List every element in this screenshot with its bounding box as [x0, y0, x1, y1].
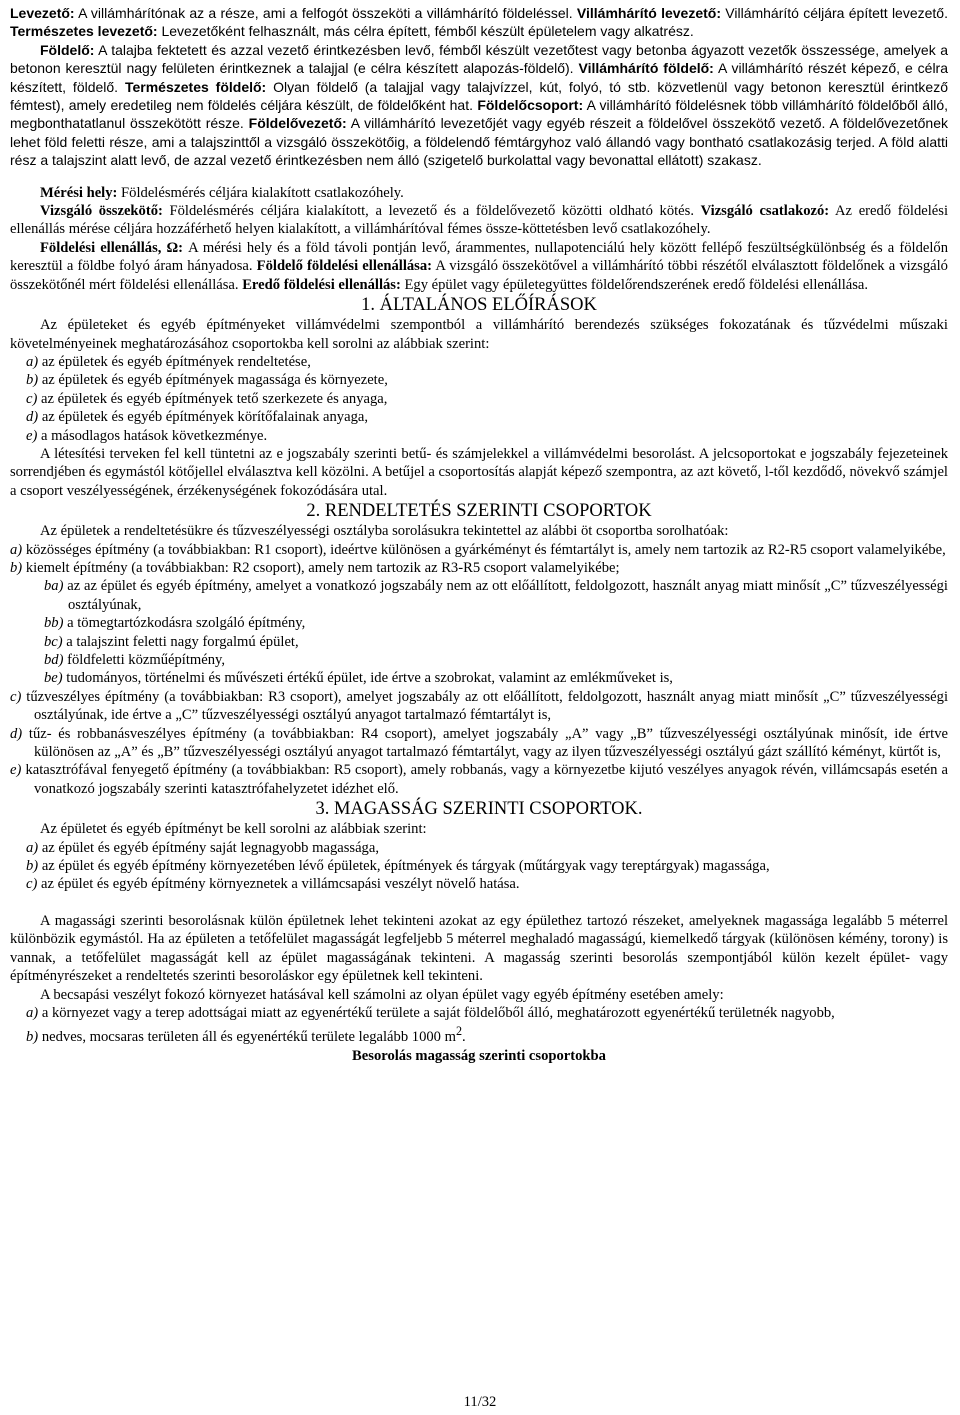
- term: Természetes földelő:: [124, 78, 267, 95]
- list-item: b) az épület és egyéb építmény környezetében lévő épületek, építmények és tárgyak (műtárgyak vagy tereptárgyak) magassága,: [26, 858, 770, 875]
- list-item: e) a másodlagos hatások következménye.: [26, 427, 268, 444]
- term: Villámhárító levezető:: [576, 5, 721, 21]
- term: Vizsgáló összekötő:: [40, 203, 163, 220]
- list-item: a) a környezet vagy a terep adottságai miatt az egyenértékű területe a saját földelőből álló, meghatározott egyenértékű területnék nagyobb,: [26, 1004, 835, 1021]
- list-item: bb) a tömegtartózkodásra szolgáló építmény,: [44, 615, 306, 632]
- term: Vizsgáló csatlakozó:: [700, 203, 830, 220]
- list-item: b) kiemelt építmény (a továbbiakban: R2 csoport), amely nem tartozik az R3-R5 csoport valamelyikébe;: [10, 559, 620, 576]
- list-item: c) tűzveszélyes építmény (a továbbiakban: R3 csoport), amelyet jogszabály az ott előállított, feldolgozott, használt anyag miatt minősít „C” tűzveszélyességi osztályúnak, ide értve a „C” tűzveszélyességi osztályú anyagot tartalmazó fémtartályt is,: [10, 688, 948, 724]
- section-title-2: 2. RENDELTETÉS SZERINTI CSOPORTOK: [306, 501, 652, 522]
- section-3-intro: Az épületet és egyéb építményt be kell sorolni az alábbiak szerint:: [40, 821, 427, 838]
- list-item: a) az épületek és egyéb építmények rendeltetése,: [26, 353, 311, 370]
- paragraph-meresi-hely: Mérési hely: Földelésmérés céljára kialakított csatlakozóhely.: [40, 184, 404, 201]
- section-2-intro: Az épületek a rendeltetésükre és tűzveszélyességi osztályba sorolásukra tekintettel az alábbi öt csoportba sorolhatóak:: [40, 523, 729, 540]
- paragraph-levezeto: Levezető: A villámhárítónak az a része, ami a felfogót összeköti a villámhárító földeléssel. Villámhárító levezető: Villámhárító céljára épített levezető. Természetes levezető: Levezetőként felhasznált, más célra épített, fémből készült épületelem vagy alkatrész.: [10, 5, 948, 40]
- term: Földelő:: [40, 41, 95, 58]
- section-3-paragraph-1: A magassági szerinti besorolásnak külön épületnek lehet tekinteni azokat az egy épülethez tartozó részeket, amelyeknek magassága legalább 5 méterrel különbözik egymástól. Ha az épületen a tetőfelület magasságát legfeljebb 5 méterrel meghaladó magasságú, kiemelkedő tárgyak (különösen kémény, torony) is vannak, a tetőfelület magasságát kell az épület magasságának tekinteni. A magasság szerinti besorolás szempontjából külön kezelt épület- vagy építményrészeket a rendeltetés szerinti besoroláskor egy épületnek kell tekinteni.: [10, 912, 948, 985]
- section-3-paragraph-2: A becsapási veszélyt fokozó környezet hatásával kell számolni az olyan épület vagy egyéb építmény esetében amely:: [40, 986, 724, 1003]
- list-item: c) az épület és egyéb építmény környeznetek a villámcsapási veszélyt növelő hatása.: [26, 876, 520, 893]
- list-item: a) közösséges építmény (a továbbiakban: R1 csoport), ideértve különösen a gyárkéményt és fémtartályt is, amely nem tartozik az R2-R5 csoport valamelyikébe,: [10, 541, 946, 558]
- list-item: bc) a talajszint feletti nagy forgalmú épület,: [44, 633, 299, 650]
- term: Mérési hely:: [40, 184, 118, 201]
- list-item: ba) az az épület és egyéb építmény, amelyet a vonatkozó jogszabály nem az ott előállított, feldolgozott, használt anyag miatt minősít „C” tűzveszélyességi osztályúnak,: [44, 578, 948, 613]
- list-item: e) katasztrófával fenyegető építmény (a továbbiakban: R5 csoport), amely robbanás, vagy a környezetbe kijutó veszélyes anyagok révén, villámcsapás esetén a vonatkozó jogszabály szerinti katasztrófahelyzetet idézhet elő.: [10, 762, 948, 797]
- page-number: 11/32: [463, 1394, 497, 1410]
- list-item: b) nedves, mocsaras területen áll és egyenértékű területe legalább 1000 $m^2$.: [26, 1024, 466, 1046]
- term: Levezető:: [10, 5, 75, 21]
- section-title-1: 1. ÁLTALÁNOS ELŐÍRÁSOK: [361, 295, 597, 316]
- term: Földelőcsoport:: [477, 97, 584, 114]
- list-item: bd) földfeletti közműépítmény,: [44, 652, 226, 668]
- term: Földelési ellenállás, Ω:: [40, 239, 184, 256]
- paragraph-foldelo: Földelő: A talajba fektetett és azzal vezető érintkezésben levő, fémből készült vezetőtest vagy betonba ágyazott vezetők összessége, amelyek a betonon keresztül nagy felületen érintkeznek a talajjal (e célra készített alapozás-földelő). Villámhárító földelő: A villámhárító részét képező, e célra készített, földelő. Természetes földelő: Olyan földelő (a talajjal vagy talajvízzel, kút, folyó, tó stb. közvetlenül vagy betonon keresztül érintkező fémtest), amely eredetileg nem földelés céljára készült, de földelőként hat. Földelőcsoport: A villámhárító földelésnek több villámhárító földelőből álló, megbonthatatlanul összekötött része. Földelővezető: A villámhárító levezetőjét vagy egyéb részeit a földelővel összekötő vezető. A földelővezetőnek lehet föld feletti része, ami a talajszinttől a vizsgáló összekötőig, a földelendő fémtárgyhoz való állandó vagy bontható csatlakozásig terjed. A föld alatti rész a talajszint alatt levő, de azzal vezető érintkezésben nem álló (szigetelő burkolattal vagy bevonattal ellátott) szakasz.: [10, 41, 948, 169]
- paragraph-foldelesi-ellenallas: Földelési ellenállás, Ω: A mérési hely és a föld távoli pontján levő, árammentes, nullapotenciálú hely között fellépő feszültségkülönbség és a földelőn keresztül a földbe folyó áram hányadosa. Földelő földelési ellenállása: A vizsgáló összekötővel a villámhárító többi részétől elválasztott földelőnek a vizsgáló összekötőnél mért földelési ellenállása. Eredő földelési ellenállás: Egy épület vagy épületegyüttes földelőrendszerének eredő földelési ellenállása.: [10, 239, 948, 293]
- list-item: d) az épületek és egyéb építmények körítőfalainak anyaga,: [26, 409, 369, 426]
- term: Természetes levezető:: [10, 23, 158, 40]
- section-title-3: 3. MAGASSÁG SZERINTI CSOPORTOK.: [315, 799, 643, 820]
- term: Eredő földelési ellenállás:: [242, 276, 401, 293]
- list-item: a) az épület és egyéb építmény saját legnagyobb magassága,: [26, 839, 379, 856]
- section-1-outro: A létesítési terveken fel kell tüntetni az e jogszabály szerinti betű- és számjelekkel a villámvédelmi besorolást. A jelcsoportokat e jogszabály fejezeteinek sorrendjében és egymástól kötőjellel elválasztva kell közölni. A betűjel a csoportosítás alapját képező szempontra, az azt követő, l-től kezdődő, növekvő számjel a csoport veszélyességének, érzékenységének fokozódására utal.: [10, 445, 948, 499]
- term: Földelő földelési ellenállása:: [256, 258, 433, 275]
- term: Villámhárító földelő:: [578, 60, 714, 77]
- list-item: b) az épületek és egyéb építmények magassága és környezete,: [26, 372, 388, 389]
- term: Földelővezető:: [248, 115, 347, 132]
- table-title: Besorolás magasság szerinti csoportokba: [352, 1047, 606, 1064]
- list-item: be) tudományos, történelmi és művészeti értékű épület, ide értve a szobrokat, valamint az emlékműveket is,: [44, 670, 673, 687]
- list-item: d) tűz- és robbanásveszélyes építmény (a továbbiakban: R4 csoport), amelyet jogszabály „A” vagy „B” tűzveszélyességi osztályúnak minősít, ide értve különösen az „A” és „B” tűzveszélyességi osztályú anyagot tartalmazó fémtartályt, vagy az ilyen tűzveszélyességi osztályú gázt szállító kéményt, kürtőt is,: [10, 725, 948, 761]
- paragraph-vizsgalo: Vizsgáló összekötő: Földelésmérés céljára kialakított, a levezető és a földelővezető közötti oldható kötés. Vizsgáló csatlakozó: Az eredő földelési ellenállás mérése céljára hozzáférhető helyen kialakított, a villámhárítóval fémes össze-köttetésben levő csatlakozóhely.: [10, 203, 949, 238]
- list-item: c) az épületek és egyéb építmények tető szerkezete és anyaga,: [26, 390, 388, 407]
- section-1-intro: Az épületeket és egyéb építményeket villámvédelmi szempontból a villámhárító berendezés szükséges fokozatának és tűzvédelmi műszaki követelményeinek meghatározásához csoportokba kell sorolni az alábbiak szerint:: [10, 317, 948, 352]
